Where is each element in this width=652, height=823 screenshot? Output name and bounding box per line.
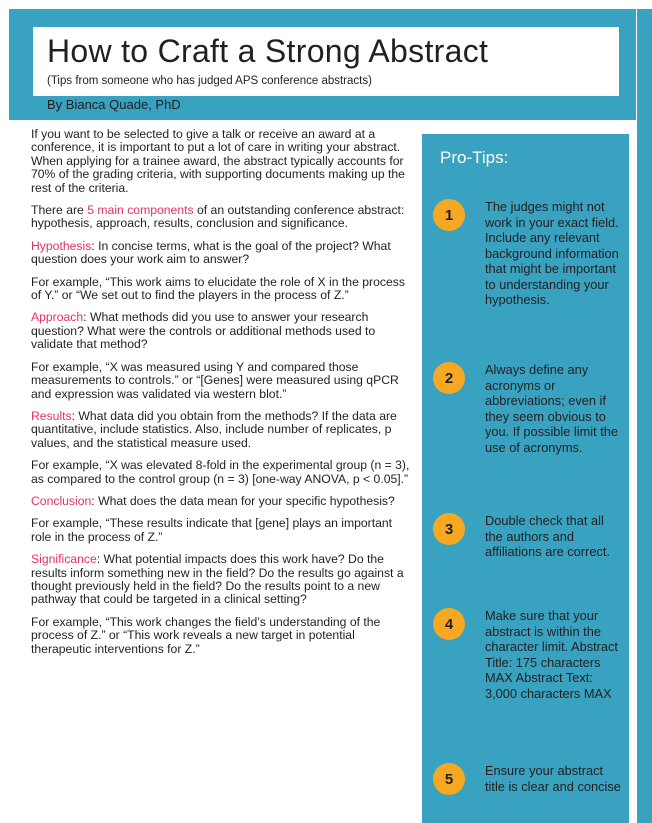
components-text-before: There are <box>31 203 88 218</box>
page-subtitle: (Tips from someone who has judged APS conference abstracts) <box>47 75 372 87</box>
approach-heading: Approach <box>31 310 84 325</box>
hypothesis-example: For example, “This work aims to elucidate the role of X in the process of Y.” or “We set out to find the players in the process of Z.” <box>31 274 405 303</box>
main-article <box>31 128 413 665</box>
page-title: How to Craft a Strong Abstract <box>47 33 489 69</box>
results-text: : What data did you obtain from the methods? If the data are quantitative, include statistics. Also, include number of replicates, p values, and the statistical measure used. <box>31 408 397 450</box>
conclusion-heading: Conclusion <box>31 493 92 508</box>
tip-number-badge: 3 <box>433 513 465 545</box>
tip-number-badge: 4 <box>433 608 465 640</box>
tip-number-badge: 5 <box>433 763 465 795</box>
significance-paragraph <box>31 553 413 607</box>
approach-example: For example, “X was measured using Y and compared those measurements to controls.” or “[Genes] were measured using qPCR and expression was validated via western blot.” <box>31 359 399 401</box>
tip-text: Always define any acronyms or abbreviations; even if they seem obvious to you. If possible limit the use of acronyms. <box>485 362 619 455</box>
title-card <box>33 27 619 96</box>
approach-text: : What methods did you use to answer your research question? What were the controls or additional methods used to validate that method? <box>31 310 376 352</box>
hypothesis-heading: Hypothesis <box>31 238 92 253</box>
approach-paragraph <box>31 311 413 351</box>
tip-number-badge: 2 <box>433 362 465 394</box>
conclusion-example: For example, “These results indicate that [gene] plays an important role in the process of Z.” <box>31 516 393 544</box>
hypothesis-paragraph <box>31 240 413 267</box>
results-heading: Results <box>31 408 72 423</box>
significance-text: : What potential impacts does this work have? Do the results inform something new in the field? Do the results go against a thought previously held in the field? Do the results point to a new pathway that could be targeted in a clinical setting? <box>31 552 404 607</box>
hypothesis-text: : In concise terms, what is the goal of the project? What question does your work aim to answer? <box>31 238 391 267</box>
tip-text: Double check that all the authors and affiliations are correct. <box>485 513 610 559</box>
conclusion-paragraph <box>31 495 413 508</box>
significance-example: For example, “This work changes the field’s understanding of the process of Z.” or “This work reveals a new target in potential therapeutic interventions for Z.” <box>31 614 381 656</box>
tip-text: Make sure that your abstract is within the character limit. Abstract Title: 175 characters MAX Abstract Text: 3,000 characters MAX <box>485 608 618 701</box>
tip-text: Ensure your abstract title is clear and concise <box>485 763 621 794</box>
intro-paragraph: If you want to be selected to give a talk or receive an award at a conference, it is important to put a lot of care in writing your abstract. When applying for a trainee award, the abstract typically accounts for 70% of the grading criteria, with supporting documents making up the rest of the criteria. <box>31 127 405 195</box>
components-paragraph <box>31 204 413 231</box>
tip-text: The judges might not work in your exact field. Include any relevant background information that might be important to understanding your hypothesis. <box>485 199 619 307</box>
results-paragraph <box>31 410 413 450</box>
components-highlight: 5 main components <box>87 203 194 218</box>
sidebar-title: Pro-Tips: <box>440 148 509 167</box>
conclusion-text: : What does the data mean for your specific hypothesis? <box>91 493 395 508</box>
tip-number-badge: 1 <box>433 199 465 231</box>
components-text-after: of an outstanding conference abstract: hypothesis, approach, results, conclusion and significance. <box>31 203 405 231</box>
significance-heading: Significance <box>31 552 97 567</box>
pro-tips-sidebar <box>422 134 629 823</box>
author-byline: By Bianca Quade, PhD <box>47 97 181 112</box>
right-edge-band <box>637 9 652 823</box>
results-example: For example, “X was elevated 8-fold in the experimental group (n = 3), as compared to the control group (n = 3) [one-way ANOVA, p < 0.05].” <box>31 458 410 486</box>
